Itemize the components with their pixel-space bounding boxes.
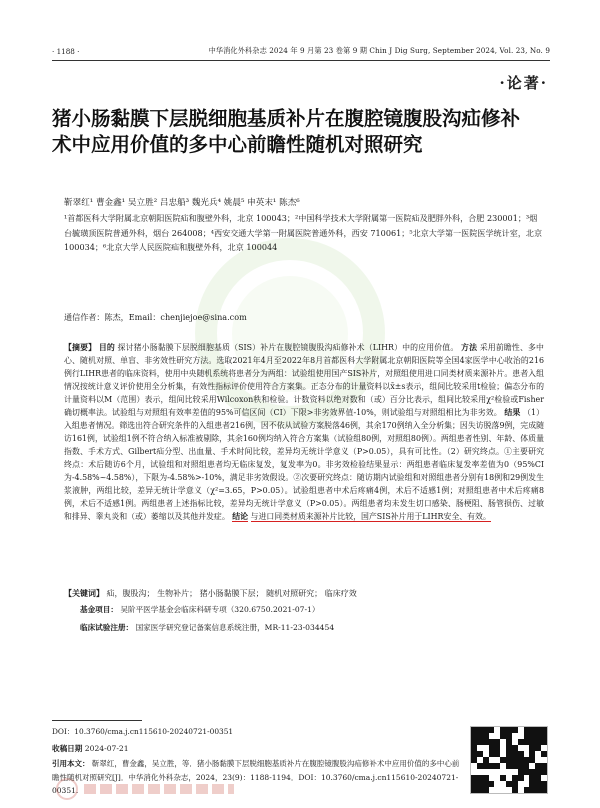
- received-label: 收稿日期: [52, 744, 83, 753]
- trial-text: 国家医学研究登记备案信息系统注册，MR-11-23-034454: [135, 623, 335, 632]
- header-divider: [52, 60, 550, 61]
- results-text: （1）入组患者情况。筛选出符合研究条件的入组患者216例，因不依从试验方案脱落46例，其余170例纳入全分析集；因失访脱落9例，完成随访161例，试验组1例不符合纳入标准被剔除，其余160例均纳入符合方案集（试验组80例，对照组80例）。两组患者性别、年龄、体质量指数、手术方式、Gilbert疝分型、出血量、手术时间比较，差异均无统计学意义（P>0.05），具有可比性。（2）研究终点。①主要研究终点：术后随访6个月，试验组和对照组患者均无临床复发，复发率为0。非劣效检验结果显示：两组患者临床复发率差值为0（95%CI为-4.58%~4.58%），下限为-4.58%>-10%，满足非劣效假设。②次要研究终点：随访期内试验组和对照组患者分别有18例和29例发生浆液肿，两组比较，差异无统计学意义（χ²=3.65，P>0.05）。试验组患者中术后疼痛4例，术后不适感1例；对照组患者中术后疼痛8例，术后不适感1例。两组患者上述指标比较，差异均无统计学意义（P>0.05）。两组患者均未发生切口感染、肠梗阻、肠管损伤、过敏和排异、睾丸炎和（或）萎缩以及其他并发症。: [64, 408, 544, 521]
- trial-registration: [80, 621, 550, 634]
- qr-module: [541, 787, 547, 793]
- conclusion-label: 结论: [232, 512, 249, 521]
- keywords-label: 【关键词】: [64, 589, 104, 598]
- footnote-divider: [52, 720, 142, 721]
- received-text: 2024-07-21: [84, 744, 129, 753]
- objective-label: 目的: [98, 343, 115, 352]
- citation-text: 靳翠红，曹金鑫，吴立胜，等．猪小肠黏膜下层脱细胞基质补片在腹腔镜腹股沟疝修补术中应用价值的多中心前瞻性随机对照研究[J]．中华消化外科杂志，2024，23(9)：1188-1194．DOI：10.3760/cma.j.cn115610-20240721-00351.: [52, 759, 460, 795]
- funding-label: 基金项目：: [80, 605, 118, 614]
- methods-text: 采用前瞻性、多中心、随机对照、单盲、非劣效性研究方法。选取2021年4月至2022年8月首都医科大学附属北京朝阳医院等全国4家医学中心收治的216例行LIHR患者的临床资料，使用中央随机系统将患者分为两组：试验组使用国产SIS补片，对照组使用进口同类材质来源补片。患者入组情况按统计意义评价使用全分析集，有效性指标评价使用符合方案集。正态分布的计量资料以x̄±s表示，组间比较采用t检验；偏态分布的计量资料以M（范围）表示，组间比较采用Wilcoxon秩和检验。计数资料以绝对数和（或）百分比表示，组间比较采用χ²检验或Fisher确切概率法。试验组与对照组有效率差值的95%可信区间（CI）下限>非劣效界值-10%，则试验组与对照组相比为非劣效。: [64, 343, 544, 417]
- article-type-label: ·论著·: [499, 74, 548, 92]
- logo-wordmark: [84, 784, 234, 794]
- conclusion-text: 与进口同类材质来源补片比较，国产SIS补片用于LIHR安全、有效。: [250, 512, 491, 521]
- doi-line: DOI：10.3760/cma.j.cn115610-20240721-00351: [52, 727, 234, 736]
- methods-label: 方法: [461, 343, 478, 352]
- funding-info: [80, 603, 550, 616]
- article-title: 猪小肠黏膜下层脱细胞基质补片在腹腔镜腹股沟疝修补术中应用价值的多中心前瞻性随机对照研究: [52, 107, 521, 156]
- author-affiliations: ¹首都医科大学附属北京朝阳医院疝和腹壁外科，北京 100043；²中国科学技术大学附属第一医院疝及肥胖外科，合肥 230001；³烟台毓璜顶医院普通外科，烟台 264008；⁴西安交通大学第一附属医院普通外科，西安 710061；⁵北京大学第一医院医学统计室，北京 100034；⁶北京大学人民医院疝和腹壁外科，北京 100044: [64, 213, 543, 252]
- qr-code-icon[interactable]: [470, 726, 548, 794]
- abstract-label: 【摘要】: [64, 343, 97, 352]
- received-date: [52, 743, 452, 754]
- abstract: [64, 341, 544, 523]
- seal-icon: [56, 778, 78, 800]
- keywords-text: 疝，腹股沟； 生物补片； 猪小肠黏膜下层； 随机对照研究； 临床疗效: [106, 589, 357, 598]
- funding-text: 吴阶平医学基金会临床科研专项（320.6750.2021-07-1）: [120, 605, 320, 614]
- objective-text: 探讨猪小肠黏膜下层脱细胞基质（SIS）补片在腹腔镜腹股沟疝修补术（LIHR）中的应用价值。: [117, 343, 459, 352]
- page-header: [52, 44, 550, 58]
- corresponding-author: 通信作者：陈杰，Email：chenjiejoe@sina.com: [64, 312, 247, 322]
- results-label: 结果: [504, 408, 521, 417]
- keywords: [64, 587, 544, 601]
- trial-label: 临床试验注册：: [80, 623, 134, 632]
- page-number: · 1188 ·: [52, 46, 80, 56]
- journal-seal-logo: [56, 777, 246, 801]
- journal-citation-line: 中华消化外科杂志 2024 年 9 月第 23 卷第 9 期 Chin J Dig Surg, September 2024, Vol. 23, No. 9: [208, 46, 550, 55]
- citation-label: 引用本文：: [52, 759, 90, 768]
- author-list: 靳翠红¹ 曹金鑫¹ 吴立胜² 吕忠船³ 魏光兵⁴ 姚晨⁵ 申英末¹ 陈杰⁶: [64, 198, 300, 208]
